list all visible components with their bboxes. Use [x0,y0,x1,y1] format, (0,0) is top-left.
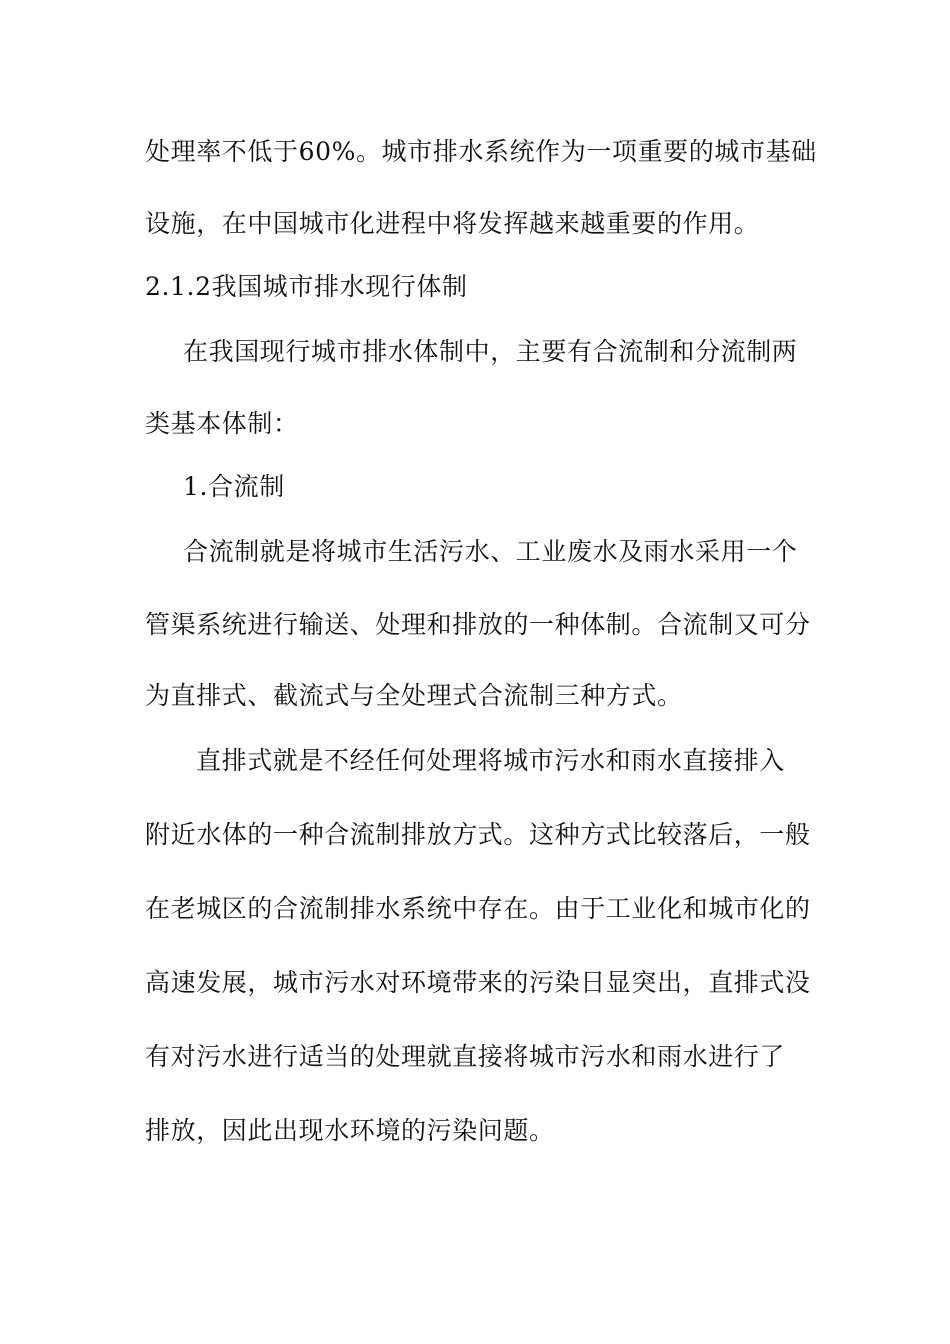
paragraph-line: 排放，因此出现水环境的污染问题。 [145,1116,555,1145]
paragraph-line: 为直排式、截流式与全处理式合流制三种方式。 [145,681,683,710]
section-heading: 2.1.2我国城市排水现行体制 [145,272,468,301]
paragraph-line: 类基本体制： [145,409,299,438]
subsection-heading: 1.合流制 [183,472,285,501]
paragraph-line: 在我国现行城市排水体制中，主要有合流制和分流制两 [183,337,798,366]
paragraph-line: 直排式就是不经任何处理将城市污水和雨水直接排入 [196,746,785,775]
paragraph-line: 高速发展，城市污水对环境带来的污染日显突出，直排式没 [145,968,811,997]
paragraph-line: 在老城区的合流制排水系统中存在。由于工业化和城市化的 [145,894,811,923]
paragraph-line: 设施，在中国城市化进程中将发挥越来越重要的作用。 [145,209,760,238]
paragraph-line: 合流制就是将城市生活污水、工业废水及雨水采用一个 [183,537,798,566]
paragraph-line: 处理率不低于60%。城市排水系统作为一项重要的城市基础 [145,137,817,166]
paragraph-line: 附近水体的一种合流制排放方式。这种方式比较落后，一般 [145,820,811,849]
paragraph-line: 管渠系统进行输送、处理和排放的一种体制。合流制又可分 [145,610,811,639]
paragraph-line: 有对污水进行适当的处理就直接将城市污水和雨水进行了 [145,1042,786,1071]
